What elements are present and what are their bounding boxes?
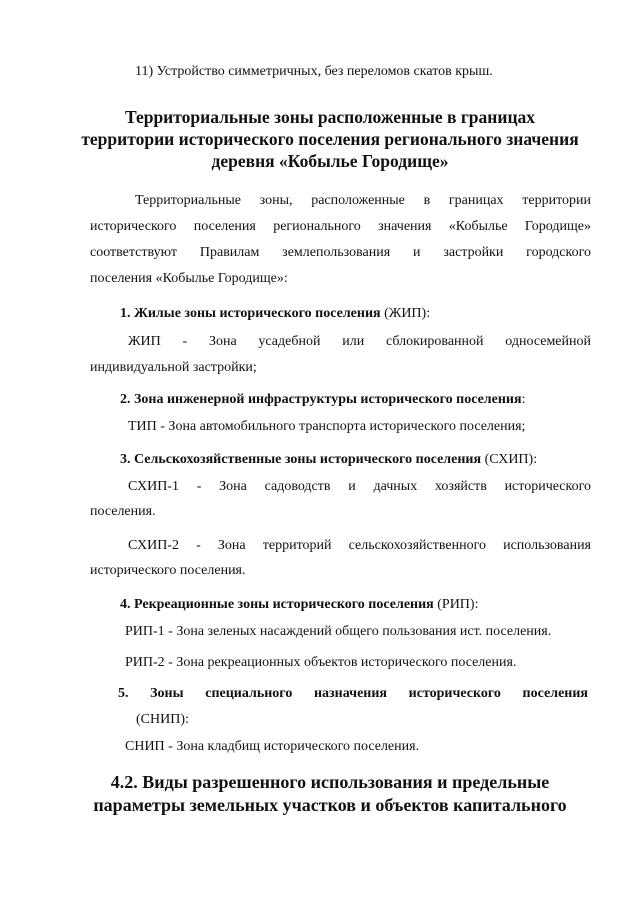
zone-3-item-2-line-2: исторического поселения. <box>90 563 246 578</box>
zone-3-item-1-line-1: СХИП-1 - Зона садоводств и дачных хозяйств исторического <box>128 479 591 494</box>
zone-3-heading <box>120 451 537 469</box>
zone-2-title: Зона инженерной инфраструктуры исторического поселения <box>134 392 522 407</box>
zone-4-heading <box>120 596 478 614</box>
section-title-line-3: деревня «Кобылье Городище» <box>211 151 449 171</box>
intro-paragraph-line-3: соответствуют Правилам землепользования и застройки городского <box>90 245 591 260</box>
zone-1-item-line-2: индивидуальной застройки; <box>90 360 257 375</box>
zone-2-heading <box>120 391 525 409</box>
section-title-line-2: территории исторического поселения регионального значения <box>81 129 579 149</box>
zone-3-item-2-line-1: СХИП-2 - Зона территорий сельскохозяйственного использования <box>128 538 591 553</box>
zone-3-item-1-line-2: поселения. <box>90 504 156 519</box>
zone-4-title: Рекреационные зоны исторического поселения <box>134 597 434 612</box>
list-item-roofs: 11) Устройство симметричных, без переломов скатов крыш. <box>135 64 493 79</box>
zone-5-code: (СНИП): <box>136 712 189 727</box>
next-section-title-line-2: параметры земельных участков и объектов капитального <box>93 795 567 815</box>
zone-2-item-line-1: ТИП - Зона автомобильного транспорта исторического поселения; <box>128 419 526 434</box>
zone-3-title: Сельскохозяйственные зоны исторического поселения <box>134 452 482 467</box>
section-title-line-1: Территориальные зоны расположенные в границах <box>124 107 536 127</box>
zone-5-item-1: СНИП - Зона кладбищ исторического поселения. <box>125 739 420 754</box>
zone-4-item-2: РИП-2 - Зона рекреационных объектов исторического поселения. <box>125 655 517 670</box>
zone-5-heading: 5. Зоны специального назначения исторического поселения <box>118 686 588 701</box>
zone-1-item-line-1: ЖИП - Зона усадебной или сблокированной односемейной <box>128 334 591 349</box>
zone-2-number: 2. <box>120 392 131 407</box>
next-section-title-line-1: 4.2. Виды разрешенного использования и предельные <box>110 772 550 792</box>
zone-1-heading <box>120 305 430 323</box>
zone-3-number: 3. <box>120 452 131 467</box>
intro-paragraph-line-1: Территориальные зоны, расположенные в границах территории <box>135 193 591 208</box>
zone-3-code: (СХИП): <box>481 452 538 467</box>
intro-paragraph-line-2: исторического поселения регионального значения «Кобылье Городище» <box>90 219 591 234</box>
zone-4-code: (РИП): <box>433 597 479 612</box>
zone-1-code: (ЖИП): <box>380 306 431 321</box>
zone-1-number: 1. <box>120 306 131 321</box>
zone-4-number: 4. <box>120 597 131 612</box>
zone-1-title: Жилые зоны исторического поселения <box>134 306 381 321</box>
intro-paragraph-line-4: поселения «Кобылье Городище»: <box>90 271 288 286</box>
zone-2-code: : <box>521 392 526 407</box>
zone-4-item-1: РИП-1 - Зона зеленых насаждений общего пользования ист. поселения. <box>125 624 552 639</box>
